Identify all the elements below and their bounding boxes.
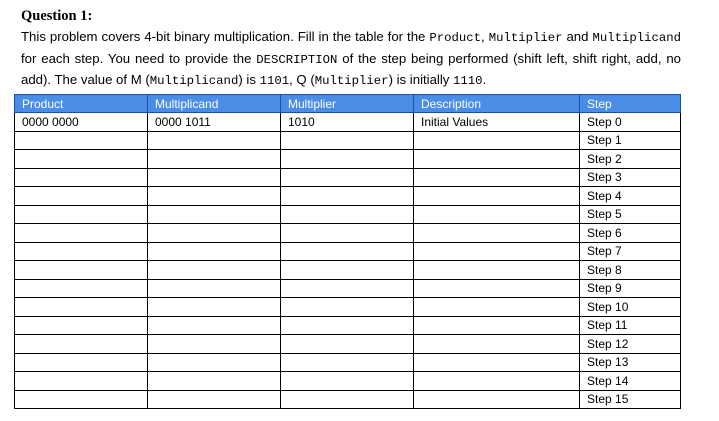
multiplier-cell[interactable]	[281, 187, 414, 206]
step-cell: Step 6	[580, 224, 681, 243]
description-text: ,	[481, 29, 489, 44]
description-cell[interactable]	[414, 187, 580, 206]
step-cell: Step 12	[580, 335, 681, 354]
multiplication-table	[14, 94, 681, 409]
code-term: 1110	[453, 74, 483, 88]
product-cell[interactable]	[15, 131, 148, 150]
description-cell[interactable]	[414, 150, 580, 169]
table-row	[15, 205, 681, 224]
table-row	[15, 150, 681, 169]
product-cell[interactable]	[15, 224, 148, 243]
multiplier-cell[interactable]	[281, 372, 414, 391]
description-cell[interactable]	[414, 279, 580, 298]
description-text: and	[562, 29, 593, 44]
table-row	[15, 335, 681, 354]
step-cell: Step 11	[580, 316, 681, 335]
code-term: Multiplicand	[149, 74, 239, 88]
step-cell: Step 10	[580, 298, 681, 317]
multiplier-cell[interactable]	[281, 353, 414, 372]
step-cell: Step 15	[580, 390, 681, 409]
multiplier-cell[interactable]: 1010	[281, 113, 414, 132]
multiplicand-cell[interactable]	[148, 372, 281, 391]
product-cell[interactable]	[15, 205, 148, 224]
table-row	[15, 168, 681, 187]
description-text: , Q (	[289, 72, 315, 87]
description-cell[interactable]	[414, 335, 580, 354]
product-cell[interactable]	[15, 316, 148, 335]
multiplicand-cell[interactable]	[148, 298, 281, 317]
description-text: for each step. You need to provide the	[21, 50, 257, 66]
table-row	[15, 187, 681, 206]
table-row	[15, 353, 681, 372]
table-row	[15, 261, 681, 280]
multiplicand-cell[interactable]	[148, 205, 281, 224]
multiplicand-cell[interactable]	[148, 261, 281, 280]
multiplier-cell[interactable]	[281, 390, 414, 409]
table-row	[15, 113, 681, 132]
code-term: Product	[429, 31, 482, 45]
multiplier-cell[interactable]	[281, 279, 414, 298]
description-cell[interactable]: Initial Values	[414, 113, 580, 132]
description-cell[interactable]	[414, 168, 580, 187]
product-cell[interactable]	[15, 298, 148, 317]
product-cell[interactable]	[15, 150, 148, 169]
description-text: ) is initially	[388, 72, 454, 87]
header-multiplier: Multiplier	[281, 95, 414, 113]
description-cell[interactable]	[414, 242, 580, 261]
product-cell[interactable]	[15, 390, 148, 409]
multiplier-cell[interactable]	[281, 205, 414, 224]
multiplier-cell[interactable]	[281, 242, 414, 261]
multiplicand-cell[interactable]	[148, 150, 281, 169]
step-cell: Step 3	[580, 168, 681, 187]
step-cell: Step 2	[580, 150, 681, 169]
product-cell[interactable]	[15, 168, 148, 187]
multiplicand-cell[interactable]: 0000 1011	[148, 113, 281, 132]
description-cell[interactable]	[414, 298, 580, 317]
table-row	[15, 224, 681, 243]
multiplicand-cell[interactable]	[148, 390, 281, 409]
description-cell[interactable]	[414, 353, 580, 372]
product-cell[interactable]	[15, 353, 148, 372]
multiplier-cell[interactable]	[281, 335, 414, 354]
step-cell: Step 14	[580, 372, 681, 391]
description-cell[interactable]	[414, 372, 580, 391]
header-product: Product	[15, 95, 148, 113]
code-term: DESCRIPTION	[256, 52, 338, 67]
table-row	[15, 372, 681, 391]
product-cell[interactable]	[15, 279, 148, 298]
multiplicand-cell[interactable]	[148, 168, 281, 187]
code-term: Multiplicand	[592, 31, 682, 45]
product-cell[interactable]	[15, 187, 148, 206]
description-text: ) is	[238, 72, 260, 87]
description-cell[interactable]	[414, 390, 580, 409]
multiplier-cell[interactable]	[281, 261, 414, 280]
multiplicand-cell[interactable]	[148, 224, 281, 243]
step-cell: Step 7	[580, 242, 681, 261]
table-row	[15, 390, 681, 409]
description-text: of the step being performed (shift left, shift right, add, no add). The value of M (	[21, 50, 681, 87]
table-row	[15, 316, 681, 335]
step-cell: Step 8	[580, 261, 681, 280]
multiplier-cell[interactable]	[281, 131, 414, 150]
multiplicand-cell[interactable]	[148, 131, 281, 150]
multiplicand-cell[interactable]	[148, 279, 281, 298]
multiplicand-cell[interactable]	[148, 187, 281, 206]
step-cell: Step 5	[580, 205, 681, 224]
product-cell[interactable]: 0000 0000	[15, 113, 148, 132]
table-row	[15, 298, 681, 317]
header-description: Description	[414, 95, 580, 113]
header-step: Step	[580, 95, 681, 113]
question-description	[21, 27, 681, 92]
multiplicand-cell[interactable]	[148, 335, 281, 354]
description-cell[interactable]	[414, 205, 580, 224]
step-cell: Step 0	[580, 113, 681, 132]
multiplicand-cell[interactable]	[148, 242, 281, 261]
product-cell[interactable]	[15, 372, 148, 391]
code-term: 1101	[259, 74, 290, 88]
code-term: Multiplier	[314, 74, 389, 88]
multiplier-cell[interactable]	[281, 150, 414, 169]
header-multiplicand: Multiplicand	[148, 95, 281, 113]
description-cell[interactable]	[414, 224, 580, 243]
multiplier-cell[interactable]	[281, 298, 414, 317]
multiplier-cell[interactable]	[281, 316, 414, 335]
multiplicand-cell[interactable]	[148, 353, 281, 372]
step-cell: Step 4	[580, 187, 681, 206]
description-text: .	[482, 72, 487, 87]
step-cell: Step 1	[580, 131, 681, 150]
description-cell[interactable]	[414, 261, 580, 280]
step-cell: Step 9	[580, 279, 681, 298]
product-cell[interactable]	[15, 335, 148, 354]
multiplier-cell[interactable]	[281, 168, 414, 187]
description-cell[interactable]	[414, 131, 580, 150]
step-cell: Step 13	[580, 353, 681, 372]
product-cell[interactable]	[15, 242, 148, 261]
table-row	[15, 279, 681, 298]
description-cell[interactable]	[414, 316, 580, 335]
product-cell[interactable]	[15, 261, 148, 280]
table-row	[15, 242, 681, 261]
description-text: This problem covers 4-bit binary multiplication. Fill in the table for the	[21, 29, 430, 44]
table-header-row	[15, 95, 681, 113]
code-term: Multiplier	[488, 31, 563, 45]
table-row	[15, 131, 681, 150]
question-title: Question 1:	[21, 8, 93, 24]
multiplicand-cell[interactable]	[148, 316, 281, 335]
multiplier-cell[interactable]	[281, 224, 414, 243]
